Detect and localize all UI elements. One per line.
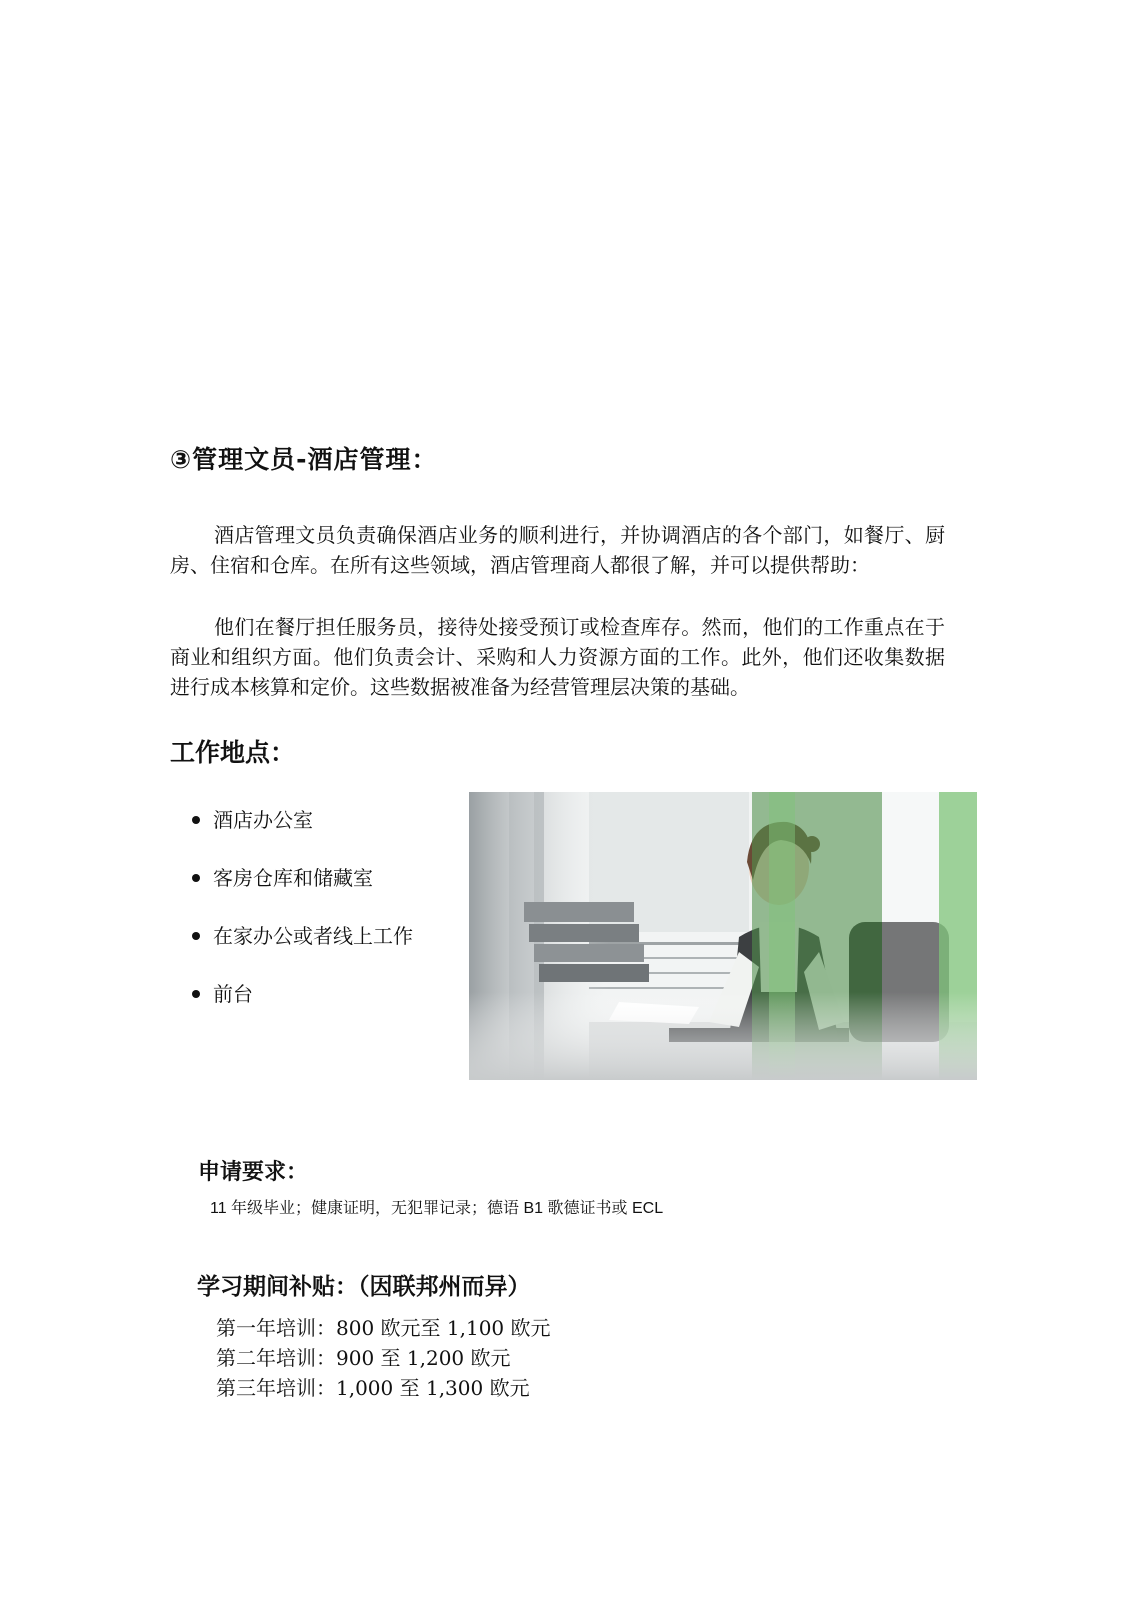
allowance-line: 第三年培训：1,000 至 1,300 欧元 — [216, 1376, 530, 1400]
list-item-label: 前台 — [213, 982, 253, 1006]
list-item — [190, 921, 413, 979]
section-title: ③管理文员-酒店管理： — [170, 445, 438, 474]
bullet-icon — [192, 990, 200, 998]
list-item — [190, 979, 413, 1037]
office-clerk-photo — [469, 792, 977, 1080]
paragraph-intro: 酒店管理文员负责确保酒店业务的顺利进行，并协调酒店的各个部门，如餐厅、厨房、住宿和仓库。在所有这些领域，酒店管理商人都很了解，并可以提供帮助： — [170, 523, 945, 577]
list-item-label: 酒店办公室 — [213, 808, 313, 832]
allowance-heading: 学习期间补贴：（因联邦州而异） — [197, 1274, 531, 1300]
paragraph-duties: 他们在餐厅担任服务员，接待处接受预订或检查库存。然而，他们的工作重点在于商业和组织方面。他们负责会计、采购和人力资源方面的工作。此外，他们还收集数据进行成本核算和定价。这些数据被准备为经营管理层决策的基础。 — [170, 615, 945, 699]
list-item — [190, 805, 413, 863]
bullet-icon — [192, 874, 200, 882]
requirements-heading: 申请要求： — [198, 1160, 309, 1185]
workplace-list — [190, 805, 413, 1037]
bullet-icon — [192, 816, 200, 824]
photo-illustration — [469, 792, 977, 1080]
bullet-icon — [192, 932, 200, 940]
requirements-text: 11 年级毕业；健康证明，无犯罪记录；德语 B1 歌德证书或 ECL — [210, 1200, 664, 1217]
list-item-label: 在家办公或者线上工作 — [213, 924, 413, 948]
workplace-heading: 工作地点： — [170, 738, 296, 767]
allowance-line: 第二年培训：900 至 1,200 欧元 — [216, 1346, 511, 1370]
allowance-line: 第一年培训：800 欧元至 1,100 欧元 — [216, 1316, 551, 1340]
allowance-list — [216, 1313, 551, 1403]
list-item-label: 客房仓库和储藏室 — [213, 866, 373, 890]
list-item — [190, 863, 413, 921]
